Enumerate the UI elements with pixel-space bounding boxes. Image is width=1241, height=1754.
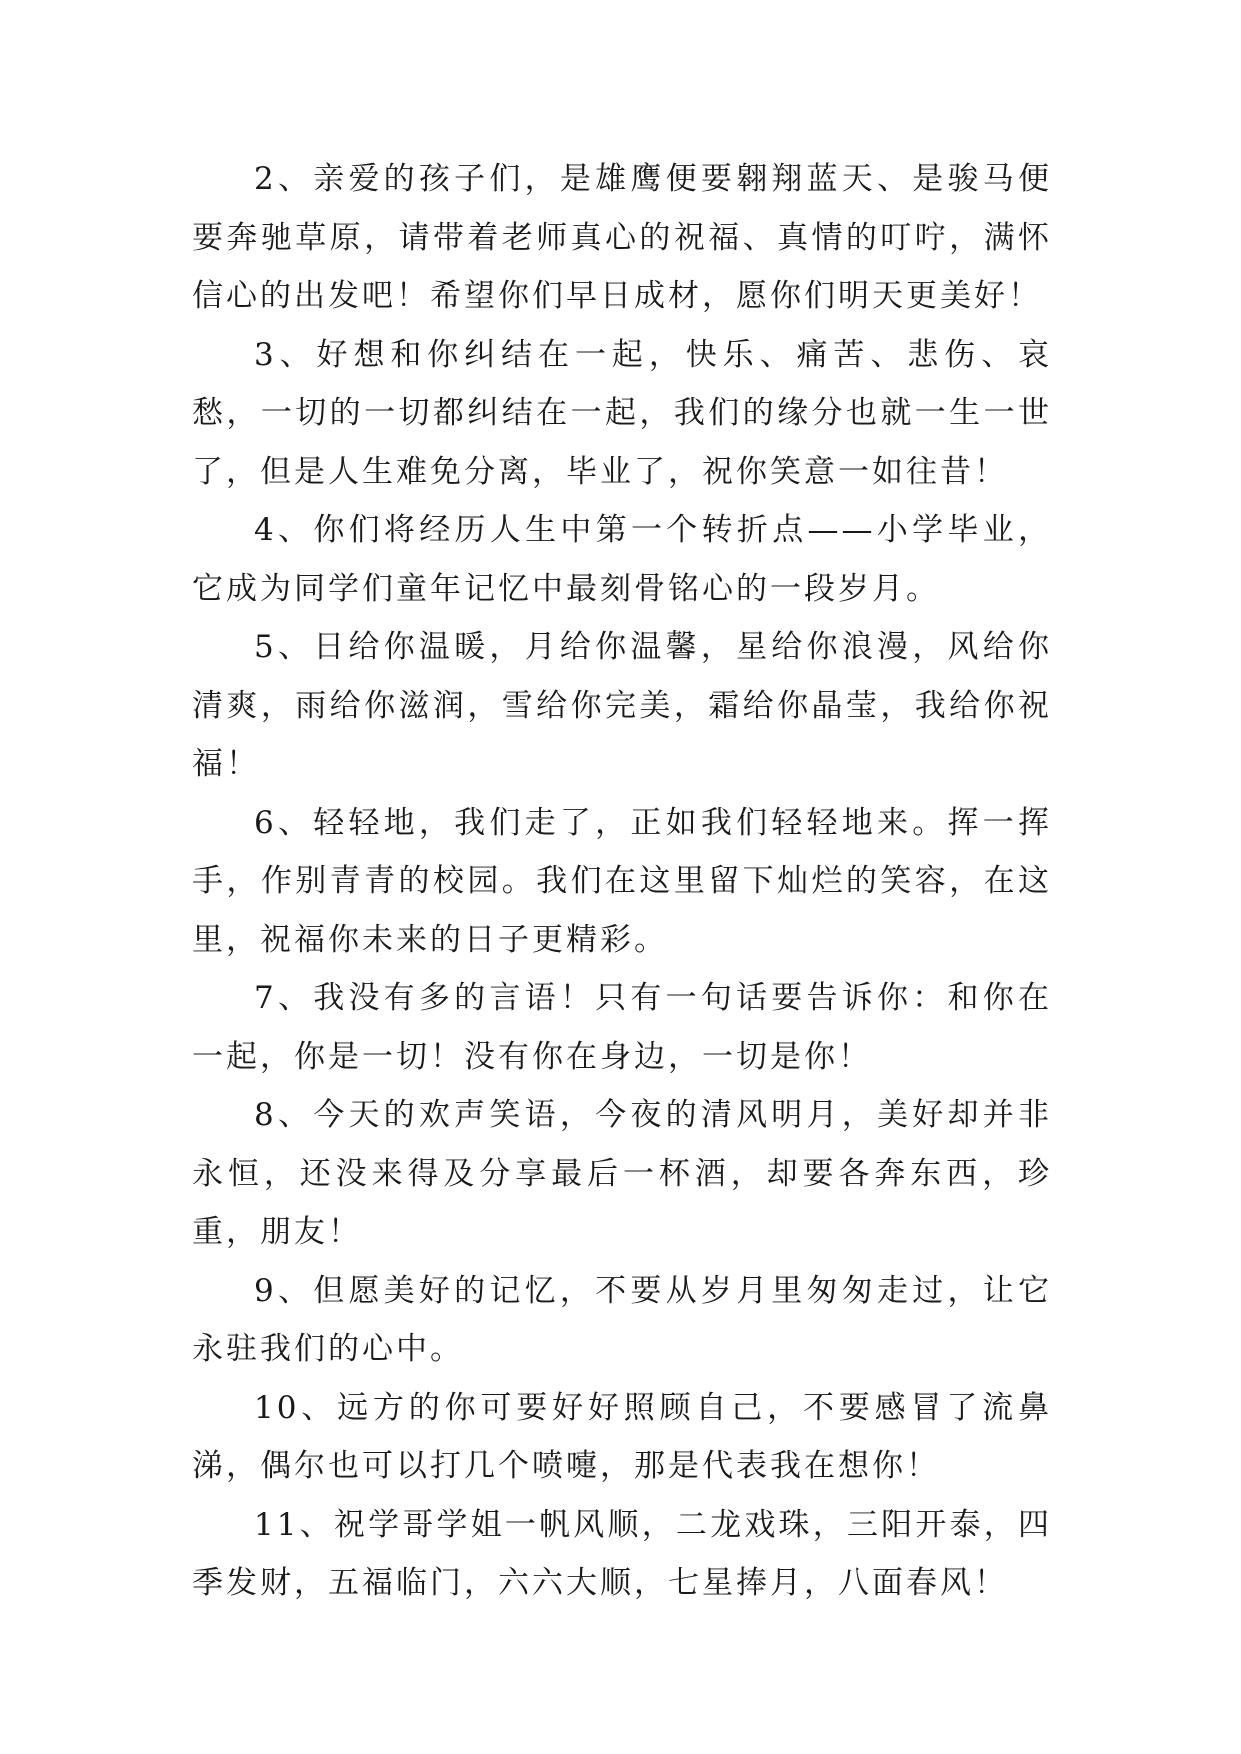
paragraph-8: 8、今天的欢声笑语，今夜的清风明月，美好却并非永恒，还没来得及分享最后一杯酒，却要各奔东西，珍重，朋友！ <box>192 1097 1052 1250</box>
paragraph-10: 10、远方的你可要好好照顾自己，不要感冒了流鼻涕，偶尔也可以打几个喷嚏，那是代表我在想你！ <box>192 1389 1052 1484</box>
paragraph-11: 11、祝学哥学姐一帆风顺，二龙戏珠，三阳开泰，四季发财，五福临门，六六大顺，七星捧月，八面春风！ <box>192 1506 1052 1601</box>
paragraph-4: 4、你们将经历人生中第一个转折点——小学毕业，它成为同学们童年记忆中最刻骨铭心的一段岁月。 <box>192 512 1052 607</box>
paragraph-3: 3、好想和你纠结在一起，快乐、痛苦、悲伤、哀愁，一切的一切都纠结在一起，我们的缘分也就一生一世了，但是人生难免分离，毕业了，祝你笑意一如往昔！ <box>192 336 1052 490</box>
paragraph-5: 5、日给你温暖，月给你温馨，星给你浪漫，风给你清爽，雨给你滋润，雪给你完美，霜给你晶莹，我给你祝福！ <box>192 629 1052 782</box>
paragraph-6: 6、轻轻地，我们走了，正如我们轻轻地来。挥一挥手，作别青青的校园。我们在这里留下灿烂的笑容，在这里，祝福你未来的日子更精彩。 <box>192 804 1052 958</box>
paragraph-7: 7、我没有多的言语！只有一句话要告诉你：和你在一起，你是一切！没有你在身边，一切是你！ <box>192 980 1052 1075</box>
paragraph-2: 2、亲爱的孩子们，是雄鹰便要翱翔蓝天、是骏马便要奔驰草原，请带着老师真心的祝福、真情的叮咛，满怀信心的出发吧！希望你们早日成材，愿你们明天更美好！ <box>192 161 1052 314</box>
paragraph-9: 9、但愿美好的记忆，不要从岁月里匆匆走过，让它永驻我们的心中。 <box>192 1272 1052 1367</box>
document-body <box>192 150 1052 1613</box>
